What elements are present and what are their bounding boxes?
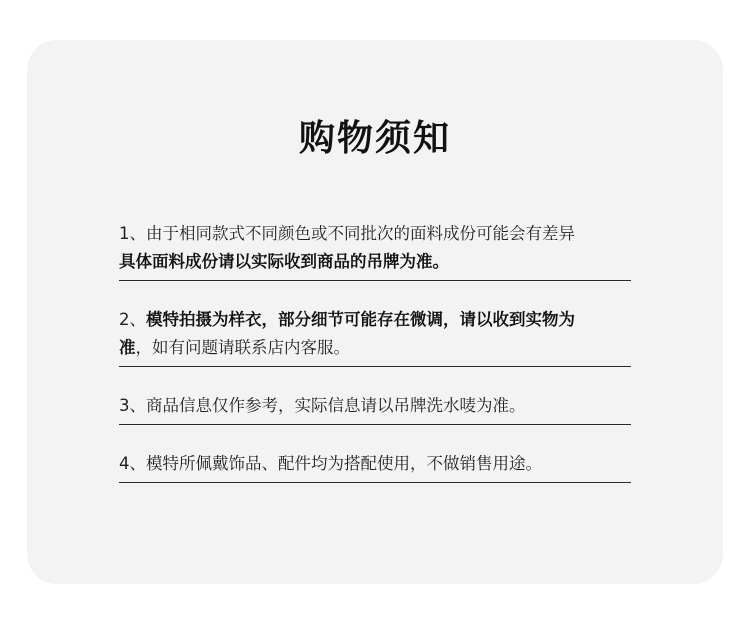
notice-1-number: 1、 xyxy=(119,224,146,243)
notice-item-4 xyxy=(119,450,631,483)
notice-2-number: 2、 xyxy=(119,310,146,329)
notice-4-text: 模特所佩戴饰品、配件均为搭配使用，不做销售用途。 xyxy=(146,454,542,473)
notice-2-bold-text: 模特拍摄为样衣，部分细节可能存在微调，请以收到实物为 xyxy=(146,310,575,329)
notice-item-3 xyxy=(119,392,631,425)
notice-2-line-1 xyxy=(119,306,631,334)
notice-1-bold-text: 具体面料成份请以实际收到商品的吊牌为准。 xyxy=(119,252,449,271)
notice-card xyxy=(27,40,723,584)
notice-1-line-1 xyxy=(119,220,631,248)
notice-1-text: 由于相同款式不同颜色或不同批次的面料成份可能会有差异 xyxy=(146,224,575,243)
notice-2-line-2 xyxy=(119,334,631,362)
notice-4-number: 4、 xyxy=(119,454,146,473)
notice-item-2 xyxy=(119,306,631,367)
notice-2-bold-continued: 准 xyxy=(119,338,136,357)
notice-item-1 xyxy=(119,220,631,281)
notice-3-text: 商品信息仅作参考，实际信息请以吊牌洗水唛为准。 xyxy=(146,396,526,415)
page-title: 购物须知 xyxy=(298,117,451,159)
notice-3-number: 3、 xyxy=(119,396,146,415)
notice-2-text: ，如有问题请联系店内客服。 xyxy=(135,338,350,357)
